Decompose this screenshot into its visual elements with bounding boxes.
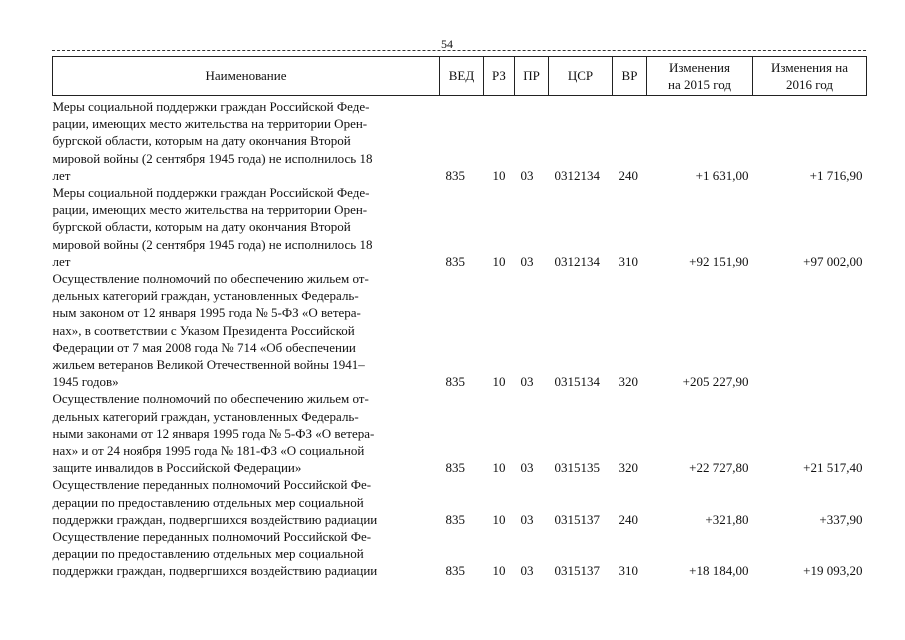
header-changes-2015-line: Изменения	[669, 59, 730, 75]
row-pr: 03	[520, 167, 534, 183]
row-change-2015: +22 727,80	[689, 460, 749, 476]
row-rz: 10	[492, 253, 506, 269]
row-csr: 0315137	[554, 563, 600, 579]
row-change-2015: +92 151,90	[689, 253, 749, 269]
row-change-2016	[753, 270, 867, 390]
header-rz: РЗ	[484, 57, 515, 96]
row-ved: 835	[445, 563, 465, 579]
row-name-line: дерации по предоставлению отдельных мер социальной	[52, 494, 364, 510]
row-name-line: лет	[52, 167, 71, 183]
page-number: 54	[441, 37, 453, 51]
row-csr: 0312134	[554, 253, 600, 269]
row-csr: 0315134	[554, 374, 600, 390]
row-csr: 0315137	[554, 511, 600, 527]
row-rz: 10	[492, 167, 506, 183]
header-pr: ПР	[515, 57, 549, 96]
row-pr: 03	[520, 563, 534, 579]
row-name-line: дельных категорий граждан, установленных Федераль-	[52, 408, 359, 424]
row-name-line: поддержки граждан, подвергшихся воздействию радиации	[52, 563, 378, 579]
row-name-line: жильем ветеранов Великой Отечественной войны 1941–	[52, 357, 365, 373]
row-ved: 835	[445, 374, 465, 390]
row-rz: 10	[492, 374, 506, 390]
header-changes-2016	[753, 57, 867, 96]
row-rz: 10	[492, 460, 506, 476]
row-pr: 03	[520, 374, 534, 390]
table-row	[53, 96, 867, 185]
row-vr: 240	[618, 167, 638, 183]
table-row	[53, 390, 867, 476]
row-change-2016: +21 517,40	[803, 460, 863, 476]
row-vr: 310	[618, 563, 638, 579]
row-pr: 03	[520, 511, 534, 527]
row-change-2015: +18 184,00	[689, 563, 749, 579]
row-name-line: дельных категорий граждан, установленных Федераль-	[52, 288, 359, 304]
row-name-line: защите инвалидов в Российской Федерации»	[52, 460, 302, 476]
row-name	[53, 528, 440, 580]
row-change-2015: +1 631,00	[695, 167, 749, 183]
budget-changes-table	[52, 56, 867, 580]
row-change-2015: +321,80	[705, 511, 749, 527]
row-change-2016: +1 716,90	[809, 167, 863, 183]
header-name: Наименование	[53, 57, 440, 96]
row-csr: 0312134	[554, 167, 600, 183]
row-ved: 835	[445, 253, 465, 269]
row-name-line: Осуществление полномочий по обеспечению жильем от-	[52, 271, 369, 287]
row-name-line: ными законами от 12 января 1995 года № 5-ФЗ «О ветера-	[52, 425, 375, 441]
row-ved: 835	[445, 460, 465, 476]
row-name-line: Федерации от 7 мая 2008 года № 714 «Об обеспечении	[52, 339, 356, 355]
row-ved: 835	[445, 511, 465, 527]
row-name-line: нах», в соответствии с Указом Президента Российской	[52, 322, 355, 338]
row-change-2015: +205 227,90	[682, 374, 749, 390]
row-vr: 320	[618, 374, 638, 390]
row-name-line: поддержки граждан, подвергшихся воздействию радиации	[52, 511, 378, 527]
row-name-line: Осуществление переданных полномочий Российской Фе-	[52, 477, 372, 493]
header-changes-2015	[647, 57, 753, 96]
row-rz: 10	[492, 511, 506, 527]
row-name-line: Осуществление полномочий по обеспечению жильем от-	[52, 391, 369, 407]
row-name	[53, 96, 440, 185]
table-body	[53, 96, 867, 580]
row-name-line: рации, имеющих место жительства на территории Орен-	[52, 116, 368, 132]
row-change-2016: +19 093,20	[803, 563, 863, 579]
row-name-line: дерации по предоставлению отдельных мер социальной	[52, 546, 364, 562]
row-name	[53, 476, 440, 528]
row-name-line: бургской области, которым на дату окончания Второй	[52, 219, 351, 235]
row-name-line: мировой войны (2 сентября 1945 года) не исполнилось 18	[52, 236, 373, 252]
row-change-2016: +337,90	[819, 511, 863, 527]
row-name-line: мировой войны (2 сентября 1945 года) не исполнилось 18	[52, 150, 373, 166]
header-changes-2015-line: на 2015 год	[668, 77, 731, 92]
row-name	[53, 270, 440, 390]
row-name-line: Меры социальной поддержки граждан Российской Феде-	[52, 185, 370, 201]
header-changes-2016-line: Изменения на	[771, 59, 848, 75]
header-vr: ВР	[613, 57, 647, 96]
table-row	[53, 270, 867, 390]
table-row	[53, 184, 867, 270]
row-name-line: Меры социальной поддержки граждан Российской Феде-	[52, 99, 370, 114]
header-ved: ВЕД	[440, 57, 484, 96]
row-change-2016: +97 002,00	[803, 253, 863, 269]
table-row	[53, 528, 867, 580]
row-name-line: бургской области, которым на дату окончания Второй	[52, 133, 351, 149]
header-changes-2016-line: 2016 год	[786, 77, 833, 92]
table-row	[53, 476, 867, 528]
header-row	[53, 57, 867, 96]
row-name	[53, 390, 440, 476]
row-name-line: лет	[52, 253, 71, 269]
row-vr: 310	[618, 253, 638, 269]
row-name-line: нах» и от 24 ноября 1995 года № 181-ФЗ «О социальной	[52, 443, 365, 459]
row-name-line: ным законом от 12 января 1995 года № 5-ФЗ «О ветера-	[52, 305, 361, 321]
row-name-line: 1945 годов»	[52, 374, 119, 390]
row-vr: 240	[618, 511, 638, 527]
header-csr: ЦСР	[549, 57, 613, 96]
row-rz: 10	[492, 563, 506, 579]
row-pr: 03	[520, 253, 534, 269]
row-ved: 835	[445, 167, 465, 183]
page-top-rule	[52, 50, 866, 51]
row-name-line: рации, имеющих место жительства на территории Орен-	[52, 202, 368, 218]
table-header	[53, 57, 867, 96]
row-name-line: Осуществление переданных полномочий Российской Фе-	[52, 529, 372, 545]
row-vr: 320	[618, 460, 638, 476]
row-pr: 03	[520, 460, 534, 476]
row-name	[53, 184, 440, 270]
row-csr: 0315135	[554, 460, 600, 476]
